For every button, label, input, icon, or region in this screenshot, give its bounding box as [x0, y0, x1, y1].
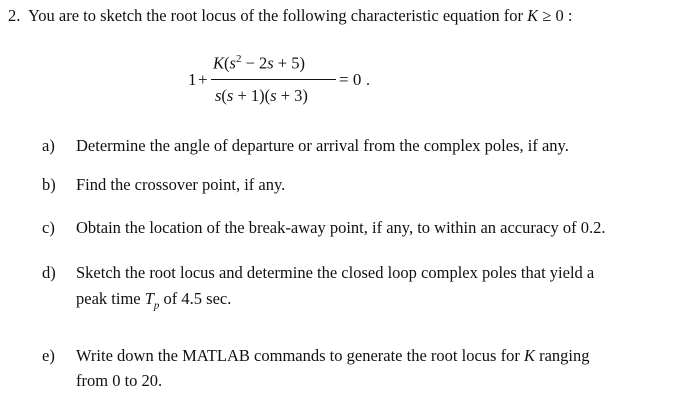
- equation-one: 1: [188, 70, 197, 89]
- equation-rhs: = 0: [339, 70, 362, 89]
- part-c-text: Obtain the location of the break-away point, if any, to within an accuracy of 0.2.: [76, 218, 606, 237]
- part-d-text-line1: Sketch the root locus and determine the closed loop complex poles that yield a: [76, 263, 595, 282]
- part-e-label: e): [42, 346, 55, 365]
- question-text: [28, 6, 572, 26]
- part-e-text-line2: from 0 to 20.: [76, 371, 163, 390]
- peak-time-subscript: p: [153, 299, 160, 312]
- part-d-peak-time: peak time: [76, 289, 145, 308]
- part-a-text: Determine the angle of departure or arrival from the complex poles, if any.: [76, 136, 569, 155]
- num-open: (: [224, 53, 230, 73]
- den-s3: s: [270, 86, 277, 105]
- num-s2: s: [267, 53, 274, 73]
- equation-plus: +: [198, 70, 208, 89]
- condition-variable: K: [527, 6, 539, 25]
- num-s: s: [229, 53, 236, 73]
- part-e-matlab: Write down the MATLAB commands to generate the root locus for: [76, 346, 524, 365]
- part-d-label: d): [42, 263, 56, 282]
- num-close: + 5): [273, 53, 305, 73]
- den-open: (: [221, 86, 227, 105]
- question-text-main: You are to sketch the root locus of the following characteristic equation for: [28, 6, 528, 25]
- num-mid: − 2: [241, 53, 268, 73]
- den-s2: s: [226, 86, 234, 105]
- part-e-ranging: ranging: [534, 346, 590, 365]
- num-exponent: 2: [235, 53, 242, 65]
- part-d-peak-time-value: of 4.5 sec.: [159, 289, 232, 308]
- part-b-label: b): [42, 175, 56, 194]
- den-mid: + 1)(: [233, 86, 271, 105]
- fraction-bar: [211, 79, 336, 80]
- den-close: + 3): [276, 86, 308, 105]
- part-d-text-line2: [76, 289, 231, 311]
- equation-period: .: [366, 72, 370, 89]
- num-k: K: [213, 53, 225, 73]
- peak-time-symbol: T: [144, 289, 154, 308]
- part-b-text: Find the crossover point, if any.: [76, 175, 286, 194]
- part-e-text-line1: [76, 346, 589, 366]
- equation-denominator: [215, 86, 308, 106]
- part-e-k: K: [523, 346, 535, 365]
- question-number: 2.: [8, 6, 21, 25]
- equation-numerator: [213, 53, 305, 74]
- part-a-label: a): [42, 136, 55, 155]
- den-s1: s: [215, 86, 222, 105]
- part-c-label: c): [42, 218, 55, 237]
- condition-rest: ≥ 0 :: [538, 6, 573, 25]
